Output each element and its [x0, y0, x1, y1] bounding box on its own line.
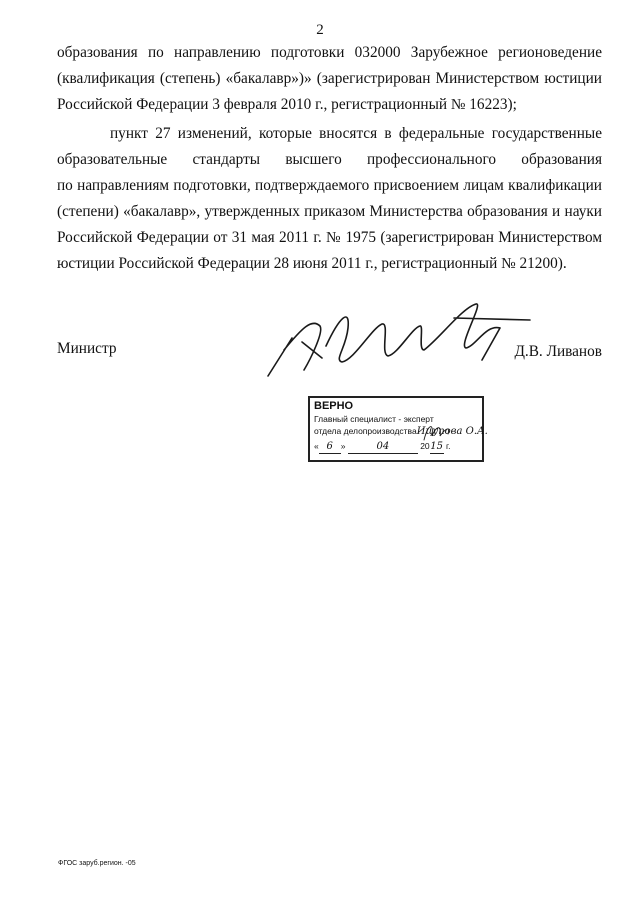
paragraph-line: Российской Федерации 3 февраля 2010 г., регистрационный № 16223);	[57, 96, 517, 113]
page-number: 2	[316, 22, 324, 38]
paragraph-line: пункт 27 изменений, которые вносятся в федеральные государственные	[110, 125, 602, 142]
paragraph-line: юстиции Российской Федерации 28 июня 2011 г., регистрационный № 21200).	[57, 255, 567, 272]
paragraph-line: (степени) «бакалавр», утвержденных приказом Министерства образования и науки	[57, 203, 602, 220]
signatory-name: Д.В. Ливанов	[514, 343, 602, 360]
paragraph-1	[57, 40, 602, 118]
paragraph-line: образования по направлению подготовки 032000 Зарубежное регионоведение	[57, 44, 602, 61]
stamp-year-suffix: 15	[430, 441, 444, 452]
signature-block	[57, 340, 602, 366]
paragraph-line: по направлениям подготовки, подтверждаемого присвоением лицам квалификации	[57, 177, 602, 194]
stamp-month: 04	[348, 441, 418, 454]
signatory-title: Министр	[57, 340, 117, 357]
handwritten-signature	[262, 298, 532, 380]
stamp-signature-scribble	[418, 418, 484, 444]
stamp-year-prefix: 20	[420, 441, 430, 451]
paragraph-line: (квалификация (степень) «бакалавр»)» (зарегистрирован Министерством юстиции	[57, 70, 602, 87]
paragraph-line: Российской Федерации от 31 мая 2011 г. № 1975 (зарегистрирован Министерством	[57, 229, 602, 246]
stamp-department-label: отдела делопроизводства	[314, 426, 417, 436]
stamp-day: 6	[319, 441, 341, 454]
stamp-handwritten-name: Ицупова О.А.	[416, 426, 488, 437]
paragraph-2	[57, 121, 602, 277]
paragraph-line: образовательные стандарты высшего профессионального образования	[57, 151, 602, 168]
stamp-year-unit: г.	[446, 441, 451, 451]
stamp-position: Главный специалист - эксперт	[314, 414, 434, 424]
stamp-title: ВЕРНО	[314, 400, 354, 412]
document-code: ФГОС заруб.регион. -05	[58, 860, 136, 867]
stamp-date: « 6 » 04 2015 г.	[314, 441, 451, 452]
